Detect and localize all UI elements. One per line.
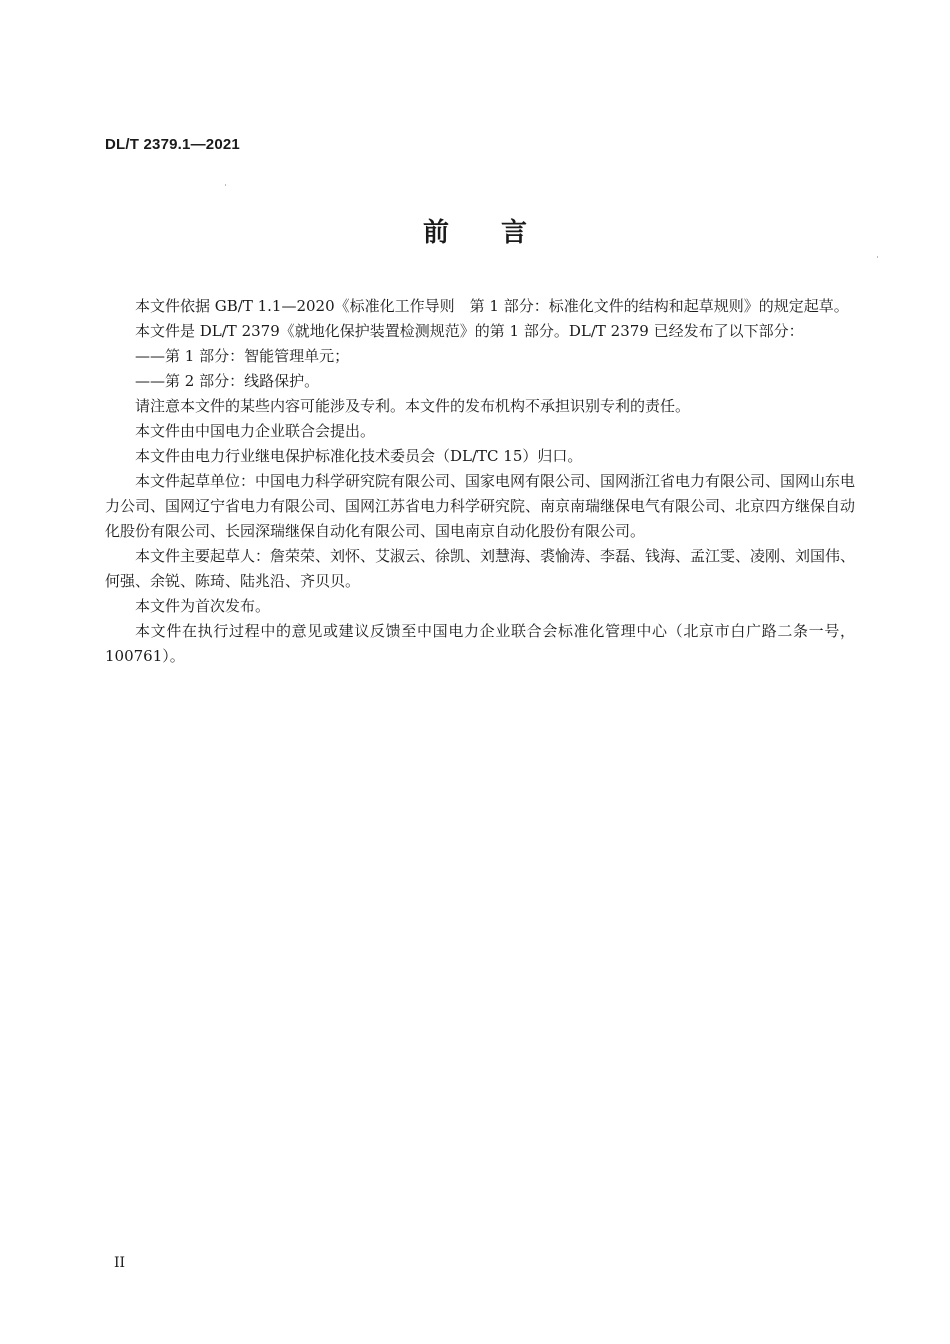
paragraph-committee: 本文件由电力行业继电保护标准化技术委员会（DL/TC 15）归口。 xyxy=(135,447,583,465)
page-number: II xyxy=(114,1255,126,1271)
paragraph-first-release: 本文件为首次发布。 xyxy=(135,597,271,615)
paragraph-proposer: 本文件由中国电力企业联合会提出。 xyxy=(135,422,376,440)
scan-speck xyxy=(877,256,878,258)
list-item-part2: ——第 2 部分：线路保护。 xyxy=(135,372,320,390)
foreword-body xyxy=(105,294,855,669)
list-item-part1: ——第 1 部分：智能管理单元； xyxy=(135,347,350,365)
paragraph-drafting-units: 本文件起草单位：中国电力科学研究院有限公司、国家电网有限公司、国网浙江省电力有限公司、国网山东电力公司、国网辽宁省电力有限公司、国网江苏省电力科学研究院、南京南瑞继保电气有限公司、北京四方继保自动化股份有限公司、长园深瑞继保自动化有限公司、国电南京自动化股份有限公司。 xyxy=(105,472,856,540)
page-title xyxy=(0,212,950,249)
page-title-text: 前言 xyxy=(422,218,579,248)
document-code: DL/T 2379.1—2021 xyxy=(105,136,240,153)
paragraph-series: 本文件是 DL/T 2379《就地化保护装置检测规范》的第 1 部分。DL/T 2379 已经发布了以下部分： xyxy=(135,322,804,340)
paragraph-drafters: 本文件主要起草人：詹荣荣、刘怀、艾淑云、徐凯、刘慧海、裘愉涛、李磊、钱海、孟江雯、凌刚、刘国伟、何强、余锐、陈琦、陆兆沿、齐贝贝。 xyxy=(105,547,856,590)
paragraph-patent: 请注意本文件的某些内容可能涉及专利。本文件的发布机构不承担识别专利的责任。 xyxy=(135,397,691,415)
paragraph-basis: 本文件依据 GB/T 1.1—2020《标准化工作导则 第 1 部分：标准化文件的结构和起草规则》的规定起草。 xyxy=(135,297,849,315)
paragraph-feedback: 本文件在执行过程中的意见或建议反馈至中国电力企业联合会标准化管理中心（北京市白广路二条一号，100761）。 xyxy=(105,622,855,665)
scan-speck xyxy=(225,184,226,186)
